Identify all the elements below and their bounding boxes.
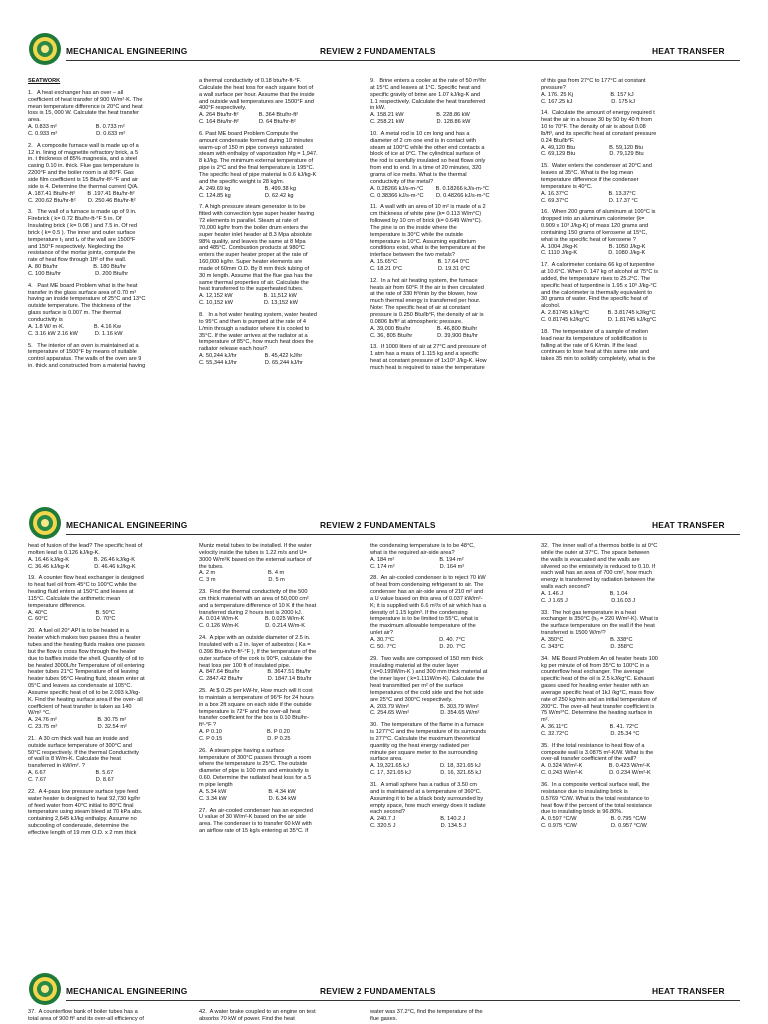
seal-logo-icon	[28, 506, 62, 540]
page2-column-4	[541, 543, 699, 835]
problem-block: Muntz metal tubes to be installed. If the water velocity inside the tubes is 1.22 m/s and U= 3000 W/m²K based on the external surface of the tubes. A. 2 m B. 4 m C. 3 m D. 5 m	[199, 543, 312, 584]
seal-logo-icon	[28, 32, 62, 66]
problem-block: heat of fusion of the lead? The specific heat of molten lead is 0.126 kJ/kg-K. A. 16.46 kJ/kg-K B. 26.46 kJ/kg-K C. 36.46 kJ/kg-K D. 46.46 kJ/kg-K	[28, 543, 143, 570]
header-dept: MECHANICAL ENGINEERING	[66, 520, 188, 530]
header-subject: HEAT TRANSFER	[652, 46, 725, 56]
problem-block: 34. ME Board Problem An oil heater heats 100 kg per minute of oil from 35°C to 100°C in a counterflow heat exchanger. The average specific heat of the oil is 2.5 kJ/kg°C. Exhaust gases used for heating enter heater with an average specific heat of 1kJ /kg°C, mass flow rate of 250 kg/min and an initial temperature of 200°C. The over-all heat transfer coefficient is 75 W/m²°C. Determine the heating surface in m². A. 36.11°C B. 41. 72°C C. 32.72°C D. 25.34 °C	[541, 655, 658, 737]
problem-block: 6. Past ME board Problem Compute the amount condensate formed during 10 minutes warm-up of 150 m pipe conveys saturated steam with enthalpy of vaporization hfg = 1,947. 8 kJ/kg. The minimum external temperature of pipe is 2°C and the final temperature is 195°C. The specific heat of pipe material is 0.6 kJ/kg-K and the specific weight is 28 kg/m. A. 249.69 kg B. 499.38 kg C. 124.85 kg D. 62.42 kg	[199, 130, 318, 199]
problem-block: 29. Two walls are composed of 150 mm thick insulating material at the outer layer ( k=0.199W/m-K ) and 300 mm thick material at the inner layer ( k=1.111W/m-K). Calculate the heat transmitted per m² of the surface temperatures of the cold side and the hot side are 25°C and 300°C respectively. A. 203.79 W/m² B. 303.79 W/m² C. 254.65 W/m² D. 354.65 W/m²	[370, 655, 488, 717]
page3-content	[0, 1009, 768, 1024]
page2-column-1	[28, 543, 186, 842]
problem-block: 21. A 30 cm thick wall has an inside and outside surface temperature of 300°C and 50°C respectively. If the thermal Conductivity of wall is 8 W/m-K. Calculate the heat transferred in kW/m². ? A. 6.67 B. 5.67 C. 7.67 D. 8.67	[28, 735, 139, 783]
problem-block: 12. In a hot air heating system, the furnace heats air from 60°F. If the air is then circulated at the rate of 330 ft³/min by the blower, how much thermal energy is transferred per hour. Note: The specific heat of air at constant pressure is 0.250 Btu/lb°F, the density of air is 0.0806 lb/ft³ at atmospheric pressure. A. 39,000 Btu/hr B. 46,800 Btu/hr C. 36, 805 Btu/hr D. 39,900 Btu/hr	[370, 277, 484, 339]
problem-block: 1. A heat exchanger has an over – all coefficient of heat transfer of 900 W/m²·K. The mean temperature difference is 20°C and heat loss is 15, 000 W. Calculate the heat transfer area. A. 0.833 m² B. 0.733 m² C. 0.933 m² D. 0.633 m²	[28, 89, 143, 137]
problem-block: 13. If 1000 liters of air at 27°C and pressure of 1 atm has a mass of 1.115 kg and a specific heat at constant pressure of 1x10³ J/kg-K. How much heat is required to raise the temperature	[370, 344, 487, 371]
page2-content	[0, 543, 768, 943]
problem-block: 36. In a composite vertical surface wall, the resistance due to insulating brick is 0.5769 °C/W. What is the total resistance to heat flow if the percent of the total resistance due to insulating brick is 96.80%. A. 0.597 °C/W B. 0.795 °C/W C. 0.975 °C/W D. 0.957 °C/W	[541, 782, 653, 830]
problem-block: 18. The temperature of a sample of molten lead near its temperature of solidification is falling at the rate of 6 K/min. If the lead continues to lose heat at this same rate and takes 35 min to solidify completely, what is the	[541, 328, 656, 363]
header-course: REVIEW 2 FUNDAMENTALS	[320, 520, 436, 530]
header-rule	[66, 534, 740, 535]
header-rule	[66, 1000, 740, 1001]
problem-block: 9. Brine enters a cooler at the rate of 50 m³/hr at 15°C and leaves at 1°C. Specific heat and specific gravity of brine are 1.07 kJ/kg-K and 1.1 respectively. Calculate the heat transferred in kW. A. 158.21 kW B. 228.86 kW C. 258.21 kW D. 128.86 kW	[370, 78, 487, 126]
problem-block: 24. A pipe with an outside diameter of 2.5 in. Insulated with a 2 in. layer of asbestos ( Ka = 0.396 Btu-in/hr-ft²-°F ), If the temperature of the outer surface of the cork is 90°F, calculate the heat loss per 100 ft of insulated pipe. A. 847.64 Btu/hr B. 3647.51 Btu/hr C. 2847.42 Btu/hr D. 1847.14 Btu/hr	[199, 635, 317, 683]
problem-block: 14. Calculate the amount of energy required t heat the air in a house 30 by 50 by 40 ft from 10 to 70°F. The density of air is about 0.08 lb/ft³, and its specific heat at constant pressure 0.24 Btu/lb°F. A. 49,120 Btu B. 59,120 Btu C. 69,129 Btu D. 79,129 Btu	[541, 110, 657, 158]
header-course: REVIEW 2 FUNDAMENTALS	[320, 46, 436, 56]
problem-block: 17. A calorimeter contains 66 kg of turpentine at 10.6°C. When 0. 147 kg of alcohol at 75°C is added, the temperature rises to 25.2°C. The specific heat of turpentine is 1.95 x 10³ J/kg-°C and the calorimeter is thermally equivalent to 30 grams of water. Find the specific heat of alcohol. A. 2.81745 kJ/kg°C B. 3.81745 kJ/kg°C C. 0.81745 kJ/kg°C D. 1.81745 kJ/kg°C	[541, 262, 659, 323]
problem-block: 2. A composite furnace wall is made up of a 12 in. lining of magnetite refractory brick, a 5 in. t thickness of 85% magnesia, and a steel casing 0.10 in. thick. Flue gas temperature is 2200°F and the boiler room is at 80°F. Gas side film coefficient is 15 Btu/hr-ft²-°F and air side is 4. Determine the thermal current Q/A. A .187.41 Btu/hr-ft² B .197.41 Btu/hr-ft² C. 200.62 Btu/hr-ft² D. 250.46 Btu/hr-ft²	[28, 142, 139, 204]
problem-block: 11. A wall with an area of 10 m² is made of a 2 cm thickness of white pine (k= 0.113 W/m°C) followed by 10 cm of brick (k= 0.649 W/m°C). The pine is on the inside where the temperature is 30°C while the outside temperature is 10°C. Assuming equilibrium conditions exist, what is the temperature at the interface between the two metals? A. 15.65°C B. 17.64 0°C C. 18.21 0°C D. 19.31 0°C	[370, 204, 486, 272]
problem-block: 37. A counterflow bank of boiler tubes has a total area of 900 ft² and its over-all efficiency of	[28, 1009, 144, 1022]
problem-block: 4. Past ME board Problem what is the heat transfer in the glass surface area of 0.70 m² having an inside temperature of 25°C and 13°C outside temperature. The thickness of the glass surface is 0.007 m. The thermal conductivity is A. 1.8 W/ m·K. B. 4.16 Kw C. 3.16 kW 2.16 kW D. 1.16 kW	[28, 282, 146, 337]
problem-block: 30. The temperature of the flame in a furnace is 1277°C and the temperature of its surrounds is 277°C. Calculate the maximum theoretical quantity og the heat energy radiated per minute per square meter to the surrounding surface area. A. 19,321.65 kJ D. 18, 321.65 kJ C. 17, 321.65 kJ D. 16, 321.65 kJ	[370, 722, 487, 777]
problem-block: 5. The interior of an oven is maintained at a temperature of 1500°F by means of suitable control apparatus. The walls of the oven are 9 in. thick and constructed from a material having	[28, 342, 146, 370]
problem-block: 27. An air-cooled condenser has an expected U value of 30 W/m²-K based on the air side area. The condenser is to transfer 60 kW with an airflow rate of 15 kg/s entering at 35°C. If	[199, 807, 313, 835]
seatwork-heading: SEATWORK	[28, 78, 61, 84]
header-dept: MECHANICAL ENGINEERING	[66, 46, 188, 56]
problem-block: 10. A metal rod is 10 cm long and has a diameter of 2 cm one end is in contact with steam at 100°C while the other end contacts a block of ice at 0°C. The cylindrical surface of the rod is carefully insulated so heat flows only from end to end. In a time of 20 minutes, 320 grams of ice melts. What is the thermal conductivity of the metal? A. 0.28266 kJ/s-m-°C B. 0.18266 kJ/s-m-°C C. 0.38366 kJ/s-m-°C D. 0.48266 kJ/s-m-°C	[370, 130, 490, 199]
problem-block: 8. In a hot water heating system, water heated to 95°C and then is pumped at the rate of 4 L/min through a radiator where it is cooled to 35°C. If the water arrives at the radiator at a temperature of 85°C, how much heat does the radiator release each hour? A. 50,244 kJ/hr B. 45,422 kJ/hr C. 55,344 kJ/hr D. 65,244 kJ/hr	[199, 312, 317, 366]
page3-column-1	[28, 1009, 186, 1024]
problem-block: 15. Water enters the condenser at 20°C and leaves at 35°C. What is the log mean temperature difference if the condenser temperature is 40°C. A. 16.37°C B. 13.37°C C. 69.37°C D. 17.37 °C	[541, 163, 652, 204]
page3-column-2	[199, 1009, 357, 1024]
header-subject: HEAT TRANSFER	[652, 520, 725, 530]
problem-block: 28. An air-cooled condenser is to reject 70 kW of heat from condensing refrigerant to air. The condenser has an air-side area of 210 m² and a U value based on this area of 0.037 kW/m²- K; it is supplied with 6.6 m³/s of air which has a density of 1.15 kg/m³. If the condensing temperature is to be limited to 55°C, what is the maximum allowable temperature of the unlet air? A. 30.7°C D. 40. 7°C C. 50. 7°C D. 20. 7°C	[370, 575, 486, 650]
page3-column-3	[370, 1009, 528, 1024]
page2-column-3	[370, 543, 528, 835]
header-subject: HEAT TRANSFER	[652, 986, 725, 996]
problem-block: a thermal conductivity of 0.18 btu/hr-ft-°F. Calculate the heat loss for each square foot of a wall surface per hour. Assume that the inside and outside wall temperatures are 1500°F and 400°F respectively. A. 264 Btu/hr-ft² B. 364 Btu/hr-ft² C. 164 Btu/hr-ft² D. 64 Btu/hr-ft²	[199, 78, 315, 126]
problem-block: the condensing temperature is to be 48°C, what is the required air-side area? A. 184 m² B. 194 m² C. 174 m² D. 164 m²	[370, 543, 475, 570]
problem-block: 19. A counter flow heat exchanger is designed to heat fuel oil from 45°C to 100°C while the heating fluid enters at 150°C and leaves at 115°C. Calculate the arithmetic mean temperature difference. A. 40°C B. 50°C C. 60°C D. 70°C	[28, 575, 144, 623]
page2-column-2	[199, 543, 357, 840]
problem-block: water was 37.2°C, find the temperature of the flue gases.	[370, 1009, 483, 1022]
problem-block: 20. A fuel oil 20° API is to be heated in a heater which makes two passes thru a heater tubes and the heating fluids makes one passes but the flow is cross flow through the heater due to baffles inside the shell. Quantity of oil to be heated 3000L/hr Temperature of oil entering heater tubes 21°C Temperature of oil leaving heater tubes 95°C Heating fluid, steam enter at 05°C and leaves as condensate at 105°C. Assume specific heat of oil to be 2.093 kJ/kg- K. Find the heating surface area if the over- all coefficient of heat transfer is taken as 140 W/m² °C. A. 24.76 m² B. 30.75 m² C. 23.75 m² D. 32.54 m²	[28, 628, 145, 731]
page1-column-4	[541, 78, 699, 368]
problem-block: 31. A small sphere has a radius of 3.50 cm and is maintained at a temperature of 360°C. Assuming it to be a black body surrounded by empty space, how much energy does it radiate each second? A. 240.7 J B. 140.2 J C. 320.5 J D. 134.5 J	[370, 782, 486, 830]
header-rule	[66, 60, 740, 61]
problem-block: 3. The wall of a furnace is made up of 9 in. Firebrick ( k= 0.72 Btu/hr-ft-°F 5 in. Of Insulating brick ( k= 0.08 ) and 7.5 in. Of red brick ( k= 0.5 ). The inner and outer surface temperature t₁ and t₄ of the wall are 1500°F and 150°F respectively. Neglecting the resistance of the mortar joints, compute the rate of heat flow through 1ft² of the wall. A. 80 Btu/hr B. 180 Btu/hr C. 100 Btu/hr D. 200 Btu/hr	[28, 209, 137, 277]
seal-logo-icon	[28, 972, 62, 1006]
page-header	[0, 500, 768, 544]
page-header	[0, 26, 768, 70]
problem-block: 42. A water brake coupled to an engine on test absorbs 70 kW of power. Find the heat	[199, 1009, 316, 1022]
problem-block: 23. Find the thermal conductivity of the 500 cm thick material with an area of 50,000 cm² and a temperature difference of 10 K if the heat transferred during 2 hours test is 2000 kJ. A. 0.014 W/m-K B. 0.025 W/m-K C. 0.126 W/m-K D. 0.214 W/m-K	[199, 589, 317, 630]
problem-block: 22. A 4-pass low pressure surface type feed water heater is designed to heat 92,730 kg/hr of feed water from 40°C initial to 80°C final temperature using steam bleed at 70 kPa abs. containing 2,645 kJ/kg enthalpy. Assume no subcooling of condensate, determine the effective length of 19 mm O.D. x 2 mm thick	[28, 788, 143, 836]
page-header	[0, 966, 768, 1010]
problem-block: 35. If the total resistance to heat flow of a composite wall is 3.0875 m²-K/W. What is the over-all transfer coefficient of the wall? A. 0.324 W/m²-K B. 0.423 W/m²-K C. 0.243 W/m²-K D. 0.234 W/m²-K	[541, 742, 654, 777]
problem-block: 7. A high pressure steam generator is to be fitted with convection type super heater having 72 elements in parallel. Steam at rate of 70,000 kg/hr from the boiler drum enters the super heater inlet header at 8.3 Mpa absolute 98% quality, and leaves the same at 8 Mpa and 485°C. Combustion products at 980°C enters the super heater proper at the rate of 160,000 kg/hr. Super heater elements are made of 60mm O.D. By 8 mm thick tubing of 30 m length. Assume that the flue gas has the same thermal properties of air. Calculate the heat transferred to the superheated tubes. A. 12,152 kW B. 11,512 kW C. 10,152 kW D. 13,152 kW	[199, 204, 315, 307]
header-dept: MECHANICAL ENGINEERING	[66, 986, 188, 996]
problem-block: 26. A steam pipe having a surface temperature of 300°C passes through a room where the temperature is 25°C. The outside diameter of pipe is 100 mm and emissivity is 0.60. Determine the radiated heat loss for a 5 m pipe length A. 5.34 kW B. 4.34 kW C. 3.34 kW D. 6.34 kW	[199, 747, 312, 802]
problem-block: 33. The hot gas temperature in a heat exchanger is 350°C (hₒ = 220 W/m²-K). What is the surface temperature on the wall if the heat transferred is 1500 W/m²? A. 350°C B. 338°C C. 343°C D. 358°C	[541, 609, 659, 650]
problem-block: 25. At $ 0.25 per kW-hr, How much will it cost to maintain a temperature of 96°F for 24 hours in a box 2ft square on each side if the outside temperature is 72°F and the over-all heat transfer coefficient for the box is 0.10 Btu/hr- ft²-°F ? A. P 0.10 B. P 0.20 C. P 0.15 D. P 0.25	[199, 688, 314, 742]
header-course: REVIEW 2 FUNDAMENTALS	[320, 986, 436, 996]
page1-column-3	[370, 78, 528, 377]
page1-column-1	[28, 78, 186, 375]
problem-block: of this gas from 27°C to 177°C at constant pressure? A. 176. 25 Kj B. 157 kJ C. 167.25 kJ D. 175 kJ	[541, 78, 646, 105]
problem-block: 32. The inner wall of a thermos bottle is at 0°C while the outer at 37°C. The space between the walls is evacuated and the walls are silvered so the emissivity is reduced to 0.10. If each wall has an area of 700 cm², how much energy is transferred by radiation between the walls each second? A. 1.46 J B. 1.04 C. J 1.65 J D.16.03 J	[541, 543, 658, 604]
problem-block: 16. When 200 grams of aluminum at 100°C is dropped into an aluminum calorimeter (k= 0.909 x 10³ J/kg-K) of mass 120 grams and containing 150 grams of kerosene at 15°C, what is the specific heat of kerosene ? A. 1004 J/kg-K B. 1050 J/kg-K C. 1110 J/kg-K D. 1080 J/kg-K	[541, 209, 656, 257]
page1-content	[0, 78, 768, 476]
page1-column-2	[199, 78, 357, 372]
